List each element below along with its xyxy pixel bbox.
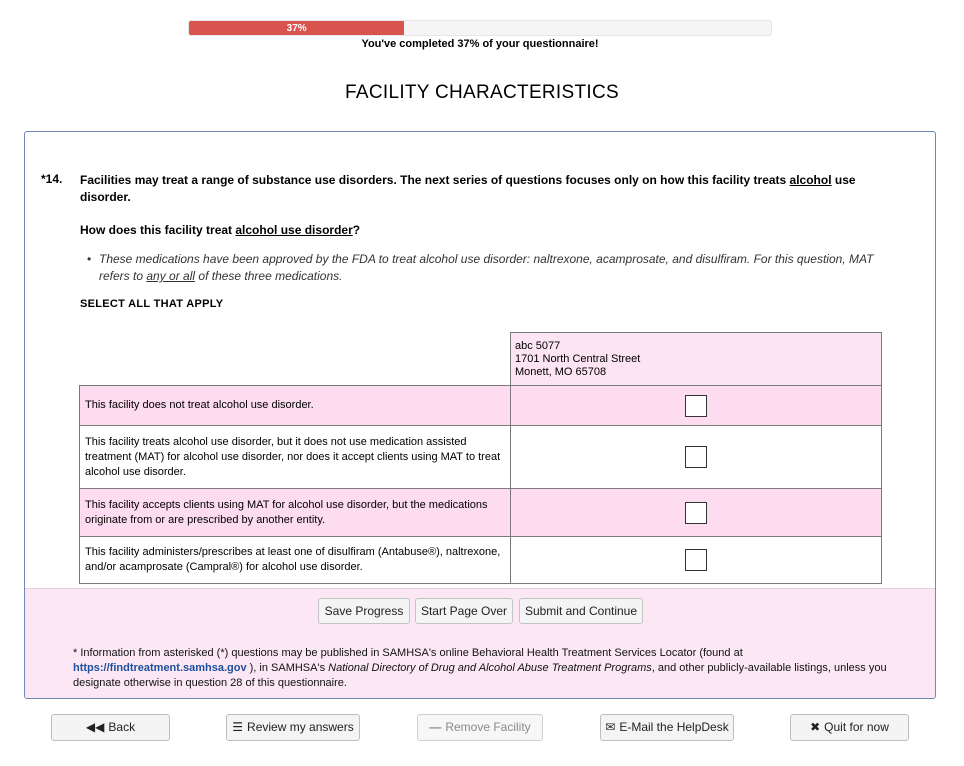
footnote-publication: National Directory of Drug and Alcohol Abuse Treatment Programs	[328, 662, 652, 674]
select-all-label: SELECT ALL THAT APPLY	[80, 298, 224, 310]
table-row	[80, 489, 882, 537]
footnote	[73, 646, 913, 691]
progress-bar-fill	[189, 21, 404, 35]
quit-button[interactable]	[790, 714, 909, 741]
page-title: FACILITY CHARACTERISTICS	[345, 82, 619, 103]
question-number: *14.	[41, 172, 63, 186]
facility-address	[511, 333, 882, 386]
note-emphasis: any or all	[146, 269, 196, 283]
option-cell	[511, 426, 882, 489]
question-text-emphasis: alcohol	[789, 173, 832, 187]
option-cell	[511, 537, 882, 584]
medication-note	[87, 251, 887, 285]
option-label: This facility does not treat alcohol use disorder.	[80, 386, 511, 426]
progress-bar	[188, 20, 772, 36]
question-subtext-part: How does this facility treat	[80, 223, 236, 237]
review-label: Review my answers	[247, 720, 354, 734]
minus-icon: —	[429, 720, 442, 734]
table-row	[80, 386, 882, 426]
question-text-part: use disorder.	[80, 173, 856, 204]
review-answers-button[interactable]	[226, 714, 360, 741]
question-text-part: Facilities may treat a range of substance use disorders. The next series of questions focuses only on how this facility treats	[80, 173, 790, 187]
question-subtext-emphasis: alcohol use disorder	[235, 223, 353, 237]
option-checkbox[interactable]	[685, 446, 707, 468]
note-part: These medications have been approved by the FDA to treat alcohol use disorder: naltrexone, acamprosate, and disulfiram. For this question, MAT refers to	[99, 252, 874, 283]
question-subtext	[80, 223, 360, 237]
back-label: Back	[108, 720, 136, 734]
table-header-blank	[80, 333, 511, 386]
footnote-text: ), in SAMHSA's	[246, 662, 329, 674]
submit-continue-button[interactable]: Submit and Continue	[519, 598, 643, 624]
start-page-over-button[interactable]: Start Page Over	[415, 598, 513, 624]
note-part: of these three medications.	[195, 269, 343, 283]
option-checkbox[interactable]	[685, 395, 707, 417]
findtreatment-link[interactable]: https://findtreatment.samhsa.gov	[73, 662, 247, 674]
list-icon: ☰	[232, 720, 244, 734]
question-panel	[24, 131, 936, 699]
table-row	[80, 537, 882, 584]
panel-footer	[25, 588, 935, 699]
question-text	[80, 172, 900, 206]
option-cell	[511, 386, 882, 426]
double-chevron-left-icon: ◀◀	[85, 720, 105, 734]
facility-city: Monett, MO 65708	[515, 365, 607, 378]
option-cell	[511, 489, 882, 537]
table-header-row	[80, 333, 882, 386]
footnote-text: * Information from asterisked (*) questions may be published in SAMHSA's online Behavioral Health Treatment Services Locator (found at	[73, 647, 743, 659]
facility-name: abc 5077	[515, 339, 561, 352]
option-checkbox[interactable]	[685, 549, 707, 571]
back-button[interactable]	[51, 714, 170, 741]
email-label: E-Mail the HelpDesk	[619, 720, 729, 734]
envelope-icon: ✉	[605, 720, 616, 734]
save-progress-button[interactable]: Save Progress	[318, 598, 410, 624]
question-subtext-part: ?	[352, 223, 361, 237]
remove-facility-button[interactable]	[417, 714, 543, 741]
footnote-text: , and other publicly-available listings, unless you designate otherwise in question 28 of this questionnaire.	[73, 662, 887, 689]
quit-label: Quit for now	[824, 720, 889, 734]
progress-percent-label: 37%	[286, 23, 307, 34]
response-table	[79, 332, 882, 584]
remove-label: Remove Facility	[445, 720, 531, 734]
table-row	[80, 426, 882, 489]
option-label: This facility administers/prescribes at least one of disulfiram (Antabuse®), naltrexone, and/or acamprosate (Campral®) for alcohol use disorder.	[80, 537, 511, 584]
option-label: This facility accepts clients using MAT for alcohol use disorder, but the medications originate from or are prescribed by another entity.	[80, 489, 511, 537]
option-label: This facility treats alcohol use disorder, but it does not use medication assisted treatment (MAT) for alcohol use disorder, nor does it accept clients using MAT to treat alcohol use disorder.	[80, 426, 511, 489]
progress-caption: You've completed 37% of your questionnaire!	[361, 38, 599, 50]
email-helpdesk-button[interactable]	[600, 714, 734, 741]
facility-street: 1701 North Central Street	[515, 352, 641, 365]
option-checkbox[interactable]	[685, 502, 707, 524]
x-icon: ✖	[810, 720, 821, 734]
